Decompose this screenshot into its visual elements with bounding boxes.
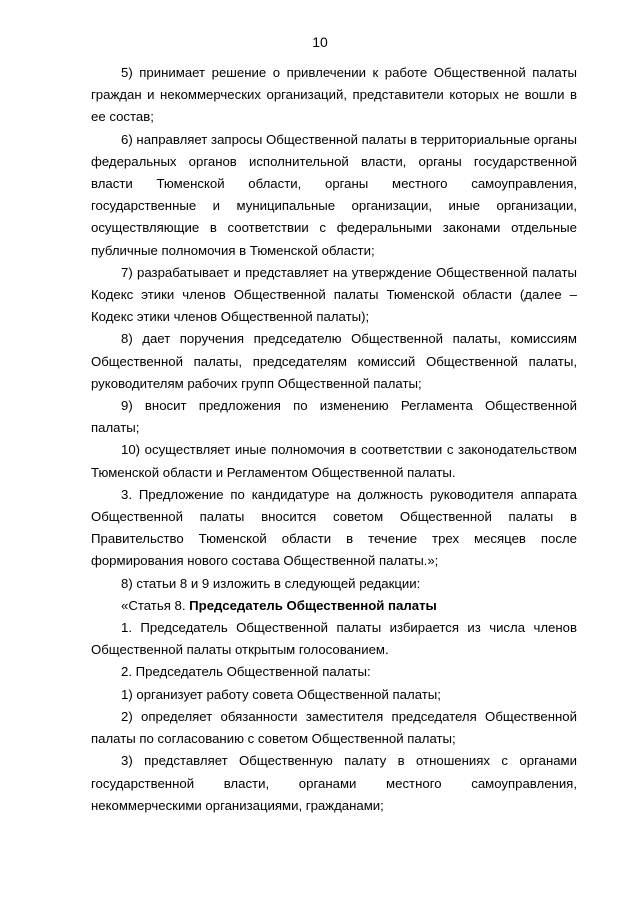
page-number: 10	[312, 34, 328, 50]
document-body	[91, 62, 577, 817]
paragraph-item-9: 9) вносит предложения по изменению Регламента Общественной палаты;	[91, 398, 577, 436]
article-heading-title: Председатель Общественной палаты	[189, 597, 437, 613]
paragraph-part-2: 2. Председатель Общественной палаты:	[121, 664, 371, 680]
paragraph-subitem-1: 1) организует работу совета Общественной палаты;	[121, 686, 441, 702]
paragraph-part-3: 3. Предложение по кандидатуре на должность руководителя аппарата Общественной палаты вносится советом Общественной палаты в Правительство Тюменской области в течение трех месяцев после формирования нового состава Общественной палаты.»;	[91, 486, 577, 569]
paragraph-item-5: 5) принимает решение о привлечении к работе Общественной палаты граждан и некоммерческих организаций, представители которых не вошли в ее состав;	[91, 65, 577, 125]
article-heading-prefix: «Статья 8.	[121, 597, 190, 613]
paragraph-item-7: 7) разрабатывает и представляет на утверждение Общественной палаты Кодекс этики членов Общественной палаты Тюменской области (далее – Кодекс этики членов Общественной палаты);	[91, 264, 577, 325]
paragraph-subitem-3: 3) представляет Общественную палату в отношениях с органами государственной власти, органами местного самоуправления, некоммерческими организациями, гражданами;	[91, 753, 577, 813]
paragraph-subitem-2: 2) определяет обязанности заместителя председателя Общественной палаты по согласованию с советом Общественной палаты;	[91, 708, 577, 747]
article-heading	[91, 595, 577, 617]
paragraph-item-6: 6) направляет запросы Общественной палаты в территориальные органы федеральных органов исполнительной власти, органы государственной власти Тюменской области, органы местного самоуправления, государственные и муниципальные организации, иные организации, осуществляющие в соответствии с федеральными законами отдельные публичные полномочия в Тюменской области;	[91, 131, 577, 258]
paragraph-item-10: 10) осуществляет иные полномочия в соответствии с законодательством Тюменской области и Регламентом Общественной палаты.	[91, 442, 577, 480]
paragraph-part-1: 1. Председатель Общественной палаты избирается из числа членов Общественной палаты открытым голосованием.	[91, 620, 577, 658]
paragraph-amendment-8: 8) статьи 8 и 9 изложить в следующей редакции:	[121, 575, 421, 591]
paragraph-item-8: 8) дает поручения председателю Общественной палаты, комиссиям Общественной палаты, председателям комиссий Общественной палаты, руководителям рабочих групп Общественной палаты;	[91, 331, 577, 391]
